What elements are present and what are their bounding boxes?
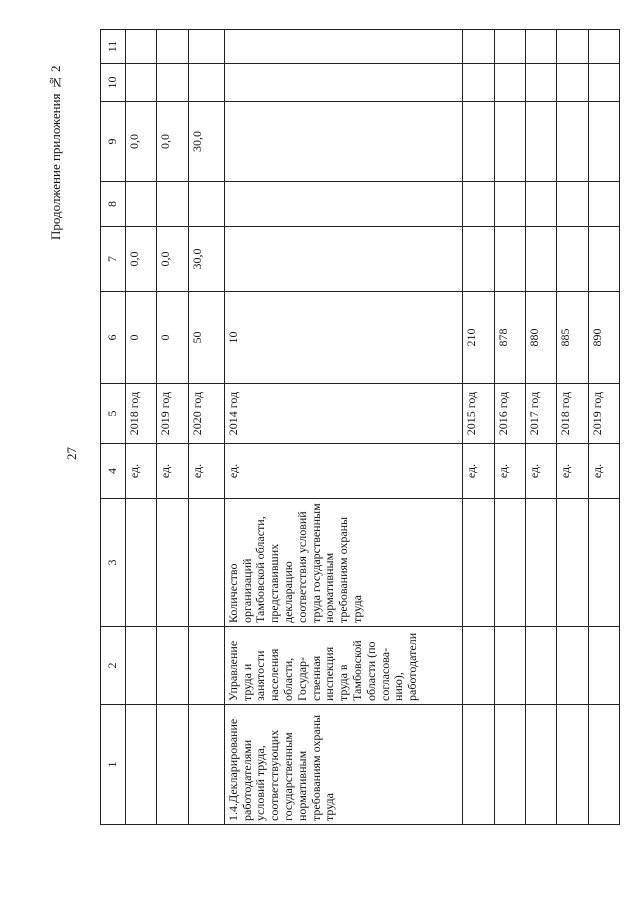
table-cell-col11 xyxy=(126,30,157,64)
table-cell-col10 xyxy=(588,64,619,102)
table-cell-col9: 30,0 xyxy=(188,102,224,182)
table-cell-col7: 0,0 xyxy=(157,227,188,292)
data-table xyxy=(100,29,620,825)
table-cell-col7 xyxy=(494,227,525,292)
table-cell-col8 xyxy=(526,182,557,227)
table-cell-col6: 10 xyxy=(224,292,463,384)
table-cell-col2 xyxy=(494,627,525,705)
table-cell-col3 xyxy=(126,499,157,627)
table-cell-col1 xyxy=(588,705,619,825)
table-cell-col6: 878 xyxy=(494,292,525,384)
table-cell-col9 xyxy=(588,102,619,182)
table-cell-col2 xyxy=(188,627,224,705)
table-cell-col1 xyxy=(126,705,157,825)
table-cell-col7 xyxy=(557,227,588,292)
table-cell-col8 xyxy=(557,182,588,227)
table-cell-col4: ед. xyxy=(526,444,557,499)
table-cell-col2: Управление труда и занятости населения области, Государ-ственная инспекция труда в Тамбовской области (по согласова-нию), работодатели xyxy=(224,627,463,705)
table-cell-col2 xyxy=(526,627,557,705)
table-cell-col5: 2014 год xyxy=(224,384,463,444)
table-cell-col3 xyxy=(188,499,224,627)
table-cell-col4: ед. xyxy=(463,444,494,499)
table-cell-col11 xyxy=(588,30,619,64)
table-cell-col6: 880 xyxy=(526,292,557,384)
table-cell-col6: 210 xyxy=(463,292,494,384)
table-cell-col4: ед. xyxy=(224,444,463,499)
header-cell: 4 xyxy=(101,444,126,499)
table-cell-col11 xyxy=(494,30,525,64)
table-cell-col5: 2019 год xyxy=(157,384,188,444)
table-row xyxy=(188,30,224,825)
table-cell-col9 xyxy=(526,102,557,182)
header-cell: 7 xyxy=(101,227,126,292)
table-cell-col9: 0,0 xyxy=(126,102,157,182)
table-cell-col6: 50 xyxy=(188,292,224,384)
table-cell-col5: 2020 год xyxy=(188,384,224,444)
table-cell-col10 xyxy=(188,64,224,102)
table-cell-col6: 0 xyxy=(126,292,157,384)
table-cell-col8 xyxy=(494,182,525,227)
header-cell: 10 xyxy=(101,64,126,102)
table-cell-col9 xyxy=(494,102,525,182)
table-cell-col1 xyxy=(157,705,188,825)
table-row xyxy=(588,30,619,825)
table-row xyxy=(526,30,557,825)
table-row xyxy=(463,30,494,825)
table-cell-col4: ед. xyxy=(494,444,525,499)
table-cell-col2 xyxy=(463,627,494,705)
table-cell-col7 xyxy=(526,227,557,292)
table-cell-col8 xyxy=(126,182,157,227)
table-cell-col10 xyxy=(494,64,525,102)
table-cell-col3 xyxy=(526,499,557,627)
table-cell-col1 xyxy=(188,705,224,825)
table-cell-col4: ед. xyxy=(157,444,188,499)
table-cell-col7 xyxy=(463,227,494,292)
table-cell-col2 xyxy=(157,627,188,705)
table-cell-col4: ед. xyxy=(588,444,619,499)
table-cell-col4: ед. xyxy=(126,444,157,499)
table-cell-col6: 0 xyxy=(157,292,188,384)
table-cell-col8 xyxy=(188,182,224,227)
table-cell-col6: 885 xyxy=(557,292,588,384)
header-cell: 9 xyxy=(101,102,126,182)
table-cell-col9 xyxy=(557,102,588,182)
table-cell-col11 xyxy=(526,30,557,64)
table-cell-col1 xyxy=(463,705,494,825)
header-cell: 11 xyxy=(101,30,126,64)
table-row xyxy=(494,30,525,825)
table-cell-col10 xyxy=(224,64,463,102)
table-cell-col8 xyxy=(588,182,619,227)
table-cell-col9 xyxy=(463,102,494,182)
table-cell-col9: 0,0 xyxy=(157,102,188,182)
table-cell-col8 xyxy=(157,182,188,227)
table-cell-col5: 2018 год xyxy=(557,384,588,444)
table-cell-col11 xyxy=(557,30,588,64)
table-cell-col4: ед. xyxy=(557,444,588,499)
header-cell: 8 xyxy=(101,182,126,227)
header-row xyxy=(101,30,126,825)
table-cell-col10 xyxy=(526,64,557,102)
table-cell-col11 xyxy=(224,30,463,64)
table-row xyxy=(126,30,157,825)
table-cell-col4: ед. xyxy=(188,444,224,499)
table-row xyxy=(157,30,188,825)
table-cell-col11 xyxy=(188,30,224,64)
table-cell-col1 xyxy=(526,705,557,825)
table-cell-col8 xyxy=(463,182,494,227)
table-cell-col7: 0,0 xyxy=(126,227,157,292)
table-cell-col5: 2016 год xyxy=(494,384,525,444)
table-cell-col10 xyxy=(557,64,588,102)
table-cell-col11 xyxy=(463,30,494,64)
table-row xyxy=(224,30,463,825)
table-cell-col3 xyxy=(494,499,525,627)
table-cell-col3 xyxy=(557,499,588,627)
table-cell-col5: 2018 год xyxy=(126,384,157,444)
table-cell-col3: Количество организаций Тамбовской области, представивших декларацию соответствия условий труда государственным нормативным требованиям охраны труда xyxy=(224,499,463,627)
table-cell-col11 xyxy=(157,30,188,64)
appendix-note: Продолжение приложения № 2 xyxy=(48,65,63,240)
header-cell: 6 xyxy=(101,292,126,384)
table-cell-col3 xyxy=(588,499,619,627)
table-cell-col10 xyxy=(157,64,188,102)
table-cell-col5: 2019 год xyxy=(588,384,619,444)
table-cell-col1: 1.4.Декларирование работодателями условий труда, соответствующих государственным нормативным требованиям охраны труда xyxy=(224,705,463,825)
table-cell-col5: 2017 год xyxy=(526,384,557,444)
table-cell-col1 xyxy=(557,705,588,825)
table-cell-col10 xyxy=(126,64,157,102)
table-cell-col2 xyxy=(557,627,588,705)
table-cell-col3 xyxy=(463,499,494,627)
table-cell-col3 xyxy=(157,499,188,627)
table-cell-col7 xyxy=(588,227,619,292)
table-cell-col5: 2015 год xyxy=(463,384,494,444)
table-cell-col8 xyxy=(224,182,463,227)
table-cell-col9 xyxy=(224,102,463,182)
header-cell: 2 xyxy=(101,627,126,705)
data-table-container xyxy=(100,30,620,825)
table-cell-col10 xyxy=(463,64,494,102)
table-cell-col2 xyxy=(588,627,619,705)
table-cell-col7 xyxy=(224,227,463,292)
table-cell-col2 xyxy=(126,627,157,705)
header-cell: 5 xyxy=(101,384,126,444)
header-cell: 1 xyxy=(101,705,126,825)
table-cell-col6: 890 xyxy=(588,292,619,384)
header-cell: 3 xyxy=(101,499,126,627)
page-number: 27 xyxy=(64,447,79,460)
table-cell-col1 xyxy=(494,705,525,825)
table-cell-col7: 30,0 xyxy=(188,227,224,292)
table-row xyxy=(557,30,588,825)
